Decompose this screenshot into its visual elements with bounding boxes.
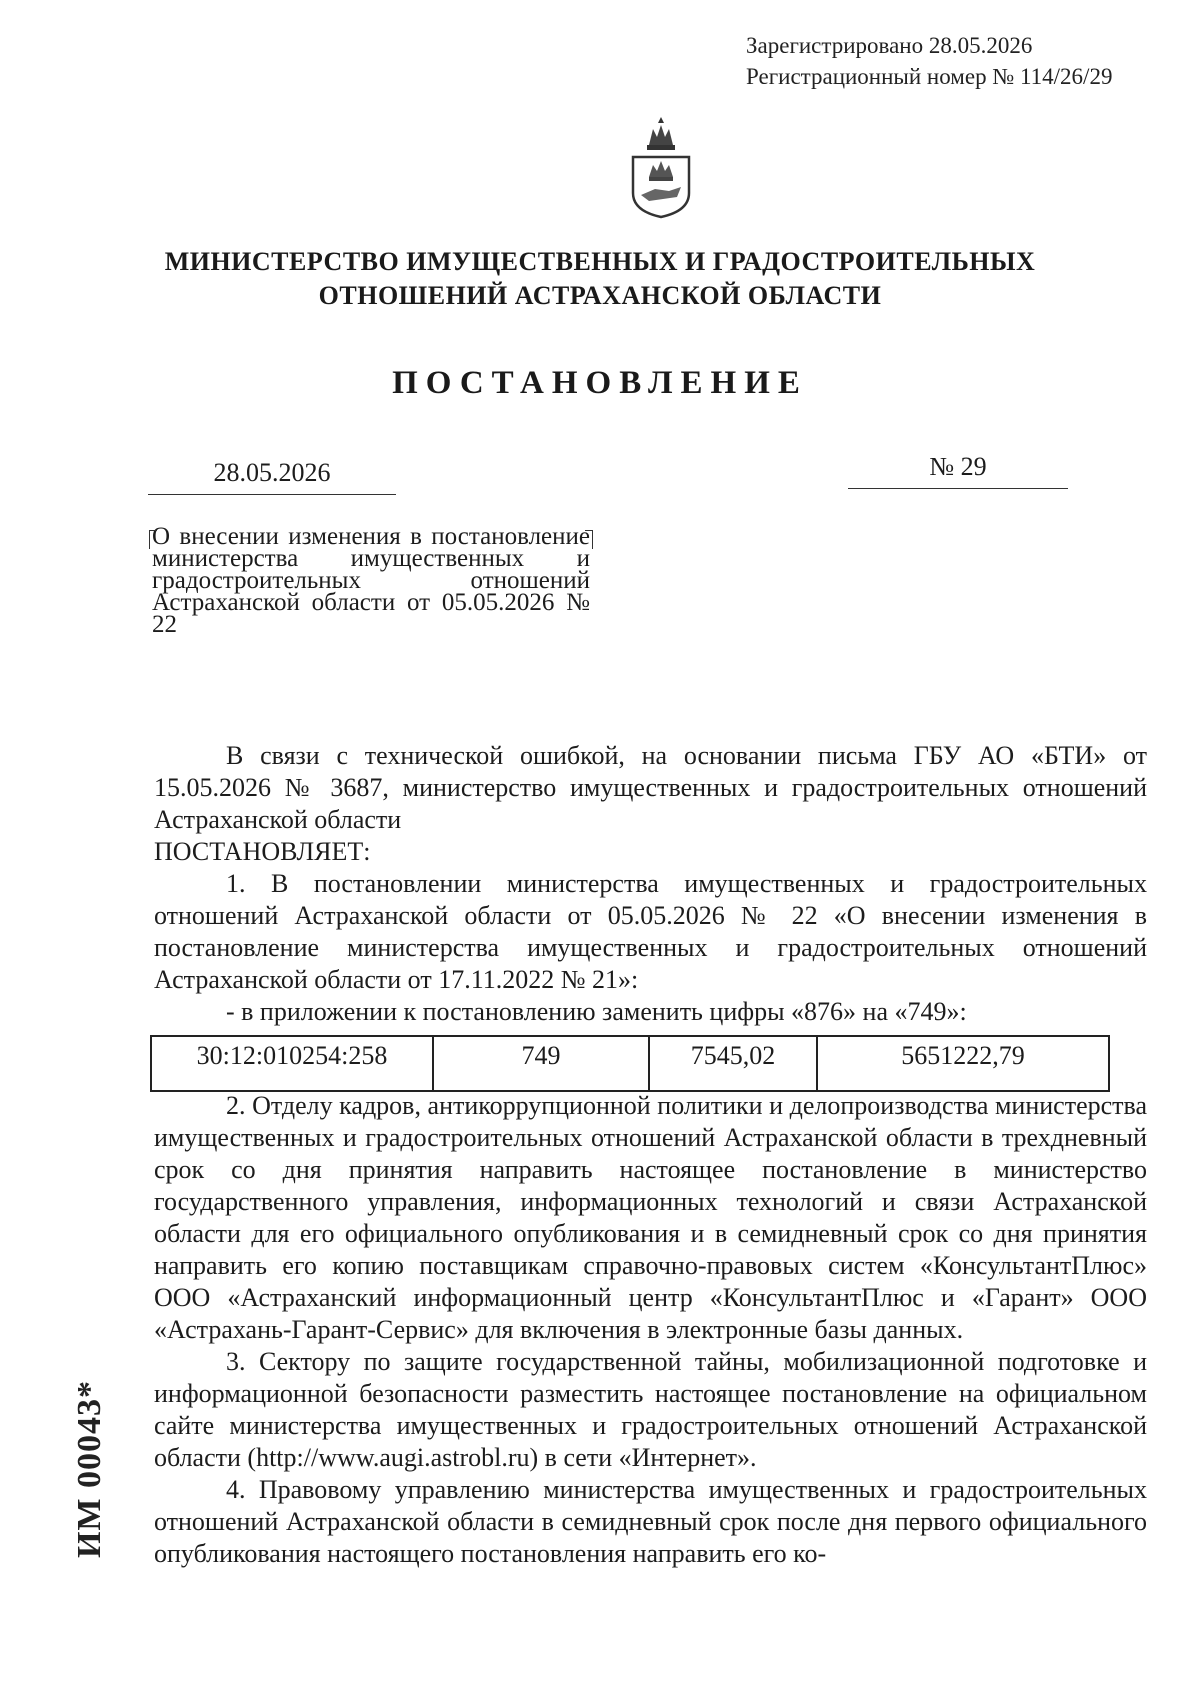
ministry-name-line1: МИНИСТЕРСТВО ИМУЩЕСТВЕННЫХ И ГРАДОСТРОИТЕЛЬНЫХ — [164, 247, 1036, 276]
item-1-sub: - в приложении к постановлению заменить цифры «876» на «749»: — [226, 997, 967, 1026]
document-type: ПОСТАНОВЛЕНИЕ — [392, 365, 808, 401]
preamble: В связи с технической ошибкой, на основании письма ГБУ АО «БТИ» от 15.05.2026 № 3687, министерство имущественных и градостроительных отношений Астраханской области — [154, 741, 1147, 834]
document-subject — [152, 523, 590, 638]
side-stamp — [60, 1360, 120, 1580]
cost-cell: 5651222,79 — [817, 1036, 1109, 1091]
document-number: № 29 — [848, 452, 1068, 489]
item-2: 2. Отделу кадров, антикоррупционной политики и делопроизводства министерства имущественных и градостроительных отношений Астраханской области в трехдневный срок со дня принятия направить настоящее постановление в министерство государственного управления, информационных технологий и связи Астраханской области для его официального опубликования и в семидневный срок со дня принятия направить его копию поставщикам справочно-правовых систем «КонсультантПлюс» ООО «Астраханский информационный центр «КонсультантПлюс и «Гарант» ООО «Астрахань-Гарант-Сервис» для включения в электронные базы данных. — [154, 1091, 1147, 1344]
value-cell: 749 — [433, 1036, 649, 1091]
registration-number: Регистрационный номер № 114/26/29 — [746, 64, 1113, 89]
subject-bracket-right — [585, 530, 593, 549]
replacement-table — [150, 1035, 1110, 1092]
document-date: 28.05.2026 — [148, 458, 396, 495]
resolves-heading: ПОСТАНОВЛЯЕТ: — [154, 837, 371, 866]
subject-bracket-left — [149, 530, 157, 549]
area-cell: 7545,02 — [649, 1036, 817, 1091]
coat-of-arms-icon — [619, 115, 703, 221]
subject-text: О внесении изменения в постановление министерства имущественных и градостроительных отношений Астраханской области от 05.05.2026 № 22 — [152, 523, 590, 638]
item-4: 4. Правовому управлению министерства имущественных и градостроительных отношений Астраханской области в семидневный срок после дня первого официального опубликования настоящего постановления направить его ко- — [154, 1475, 1147, 1568]
item-1: 1. В постановлении министерства имущественных и градостроительных отношений Астраханской области от 05.05.2026 № 22 «О внесении изменения в постановление министерства имущественных и градостроительных отношений Астраханской области от 17.11.2022 № 21»: — [154, 869, 1147, 994]
registration-stamp — [746, 30, 1112, 92]
ministry-name-line2: ОТНОШЕНИЙ АСТРАХАНСКОЙ ОБЛАСТИ — [318, 281, 882, 310]
table-row — [151, 1036, 1109, 1091]
ministry-name — [0, 245, 1200, 313]
side-stamp-text: ИМ 00043* — [71, 1379, 108, 1559]
cadastral-number-cell: 30:12:010254:258 — [151, 1036, 433, 1091]
item-3: 3. Сектору по защите государственной тайны, мобилизационной подготовке и информационной безопасности разместить настоящее постановление на официальном сайте министерства имущественных и градостроительных отношений Астраханской области (http://www.augi.astrobl.ru) в сети «Интернет». — [154, 1347, 1147, 1472]
document-body-top — [154, 740, 1147, 1028]
document-body-bottom — [154, 1090, 1147, 1570]
registration-date: Зарегистрировано 28.05.2026 — [746, 33, 1033, 58]
